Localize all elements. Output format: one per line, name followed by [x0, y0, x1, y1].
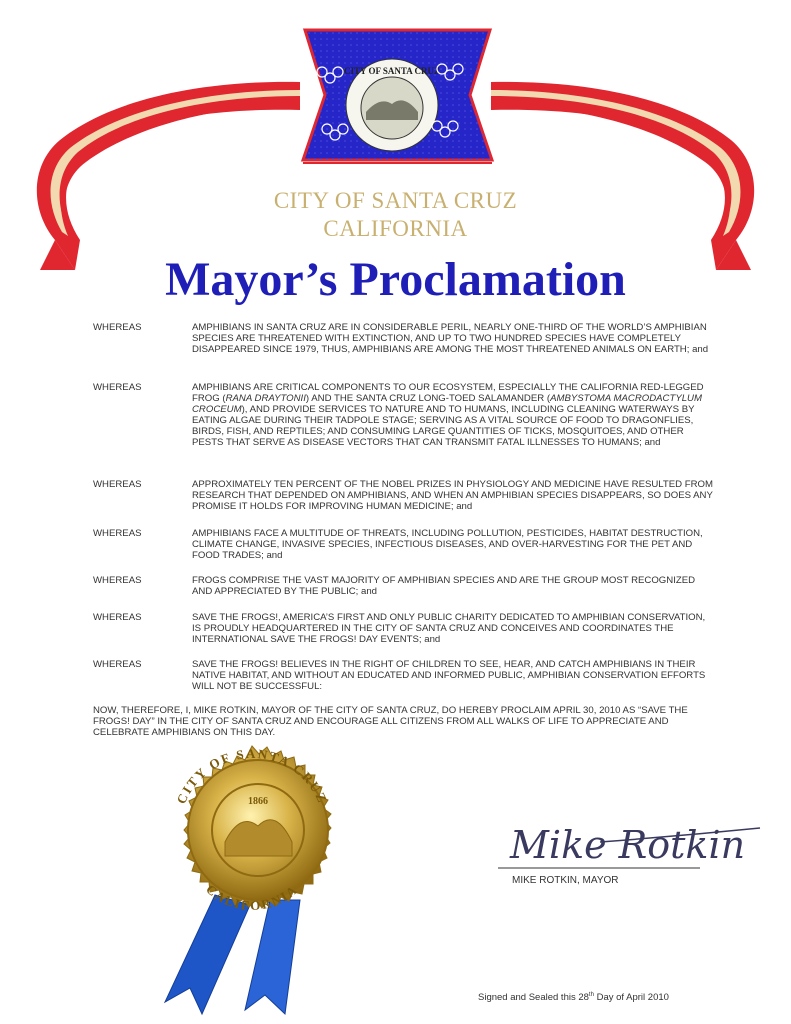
species-name: AMBYSTOMA MACRODACTYLUM CROCEUM [192, 393, 702, 415]
emblem-lettering: CITY OF SANTA CRUZ [344, 66, 440, 76]
seal-lettering-bottom: CALIFORNIA [203, 881, 301, 914]
clause-keyword: WHEREAS [93, 612, 142, 623]
clause-keyword: WHEREAS [93, 382, 142, 393]
city-heading: CITY OF SANTA CRUZ [273, 188, 518, 213]
state-heading: CALIFORNIA [323, 216, 468, 241]
species-name: RANA DRAYTONII [225, 393, 306, 404]
clause-text: APPROXIMATELY TEN PERCENT OF THE NOBEL PRIZES IN PHYSIOLOGY AND MEDICINE HAVE RESULTED FROM RESEARCH THAT DEPENDED ON AMPHIBIANS, AND WHEN AN AMPHIBIAN SPECIES DISAPPEARS, SO DOES ANY PROMISE IT HOLDS FOR IMPROVING HUMAN MEDICINE; and [192, 479, 714, 512]
clause-text: SAVE THE FROGS!, AMERICA’S FIRST AND ONLY PUBLIC CHARITY DEDICATED TO AMPHIBIAN CONSERVATION, IS PROUDLY HEADQUARTERED IN THE CITY OF SANTA CRUZ AND CONCEIVES AND COORDINATES THE INTERNATIONAL SAVE THE FROGS! DAY EVENTS; and [192, 612, 706, 645]
clause-keyword: WHEREAS [93, 322, 142, 333]
clause-keyword: WHEREAS [93, 575, 142, 586]
clause-keyword: WHEREAS [93, 528, 142, 539]
seal-lettering-top: CITY OF SANTA CRUZ [173, 745, 331, 807]
clause-keyword: WHEREAS [93, 659, 142, 670]
page-title: Mayor’s Proclamation [165, 253, 626, 306]
signed-sealed-date: Signed and Sealed this 28th Day of April 2010 [478, 992, 669, 1004]
signature-handwriting: Mike Rotkin [510, 823, 746, 867]
clause-text: AMPHIBIANS ARE CRITICAL COMPONENTS TO OUR ECOSYSTEM, ESPECIALLY THE CALIFORNIA RED-LEGGED FROG (RANA DRAYTONII) AND THE SANTA CRUZ LONG-TOED SALAMANDER (AMBYSTOMA MACRODACTYLUM CROCEUM), AND PROVIDE SERVICES TO NATURE AND TO HUMANS, INCLUDING CLEANING WATERWAYS BY EATING ALGAE DURING THEIR TADPOLE STAGE; SERVING AS A VITAL SOURCE OF FOOD TO DRAGONFLIES, BIRDS, FISH, AND REPTILES; AND CONSUMING LARGE QUANTITIES OF TICKS, MOSQUITOES, AND OTHER PESTS THAT SERVE AS DISEASE VECTORS THAT CAN TRANSMIT FATAL ILLNESSES TO HUMANS; and [192, 382, 704, 448]
clause-text: FROGS COMPRISE THE VAST MAJORITY OF AMPHIBIAN SPECIES AND ARE THE GROUP MOST RECOGNIZED AND APPRECIATED BY THE PUBLIC; and [192, 575, 696, 597]
seal-year: 1866 [248, 796, 268, 807]
clause-text: SAVE THE FROGS! BELIEVES IN THE RIGHT OF CHILDREN TO SEE, HEAR, AND CATCH AMPHIBIANS IN THEIR NATIVE HABITAT, AND WITHOUT AN EDUCATED AND INFORMED PUBLIC, AMPHIBIAN CONSERVATION EFFORTS WILL NOT BE SUCCESSFUL: [192, 659, 706, 692]
clause-text: AMPHIBIANS FACE A MULTITUDE OF THREATS, INCLUDING POLLUTION, PESTICIDES, HABITAT DESTRUCTION, CLIMATE CHANGE, INVASIVE SPECIES, INFECTIOUS DISEASES, AND OVER-HARVESTING FOR THE PET AND FOOD TRADES; and [192, 528, 703, 561]
clause-text: AMPHIBIANS IN SANTA CRUZ ARE IN CONSIDERABLE PERIL, NEARLY ONE-THIRD OF THE WORLD’S AMPHIBIAN SPECIES ARE THREATENED WITH EXTINCTION, AND UP TO TWO HUNDRED SPECIES HAVE COMPLETELY DISAPPEARED SINCE 1979, THUS, AMPHIBIANS ARE AMONG THE MOST THREATENED ANIMALS ON EARTH; and [192, 322, 709, 355]
proclamation-closing: NOW, THEREFORE, I, MIKE ROTKIN, MAYOR OF THE CITY OF SANTA CRUZ, DO HEREBY PROCLAIM APRIL 30, 2010 AS “SAVE THE FROGS! DAY” IN THE CITY OF SANTA CRUZ AND ENCOURAGE ALL CITIZENS FROM ALL WALKS OF LIFE TO APPRECIATE AND CELEBRATE AMPHIBIANS ON THIS DAY. [93, 705, 688, 738]
signer-name: MIKE ROTKIN, MAYOR [512, 875, 619, 886]
clause-keyword: WHEREAS [93, 479, 142, 490]
